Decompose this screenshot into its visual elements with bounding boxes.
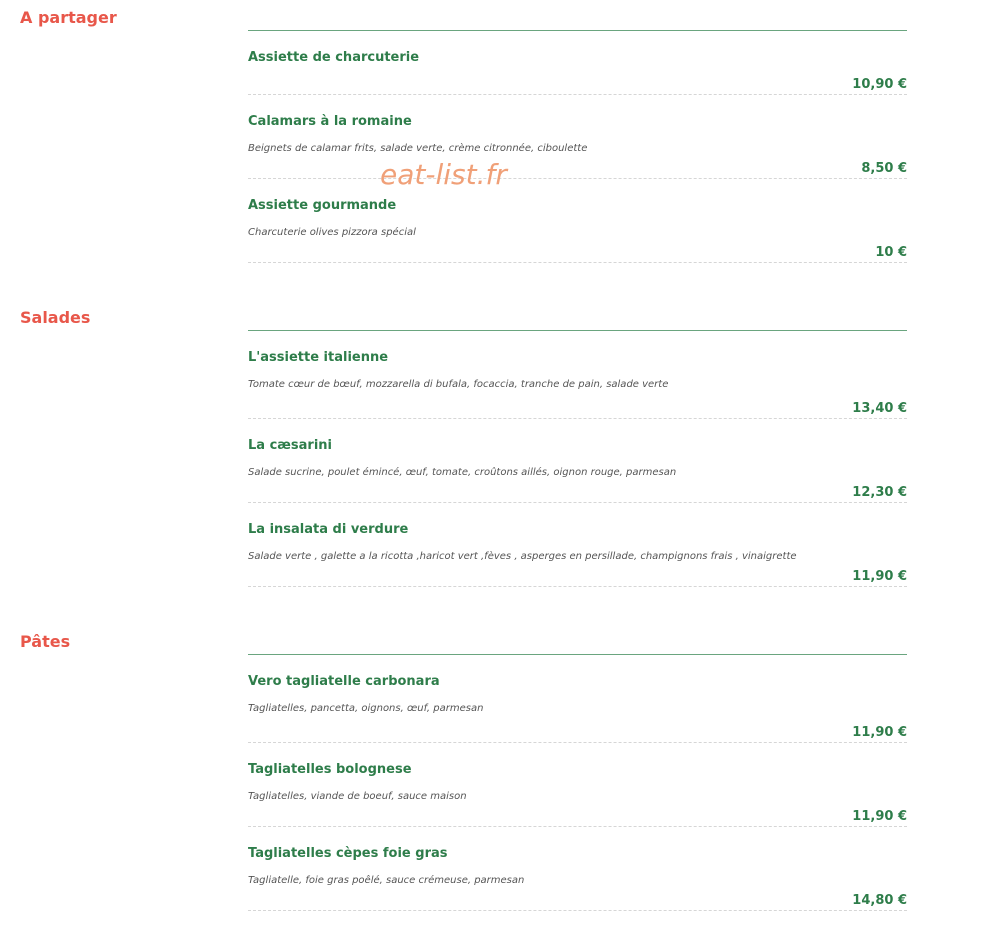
item-description: Tagliatelle, foie gras poêlé, sauce crémeuse, parmesan bbox=[248, 875, 525, 886]
menu-item bbox=[248, 31, 907, 95]
item-name: Calamars à la romaine bbox=[248, 114, 412, 129]
menu-list bbox=[248, 30, 907, 263]
item-description: Tagliatelles, pancetta, oignons, œuf, parmesan bbox=[248, 703, 484, 714]
item-price: 12,30 € bbox=[852, 485, 907, 500]
menu-list bbox=[248, 654, 907, 911]
item-price: 8,50 € bbox=[861, 161, 907, 176]
item-name: Assiette gourmande bbox=[248, 198, 397, 213]
item-name: Tagliatelles bolognese bbox=[248, 762, 412, 777]
watermark: eat-list.fr bbox=[380, 158, 507, 191]
item-name: Assiette de charcuterie bbox=[248, 50, 420, 65]
menu-item bbox=[248, 503, 907, 587]
item-price: 11,90 € bbox=[852, 725, 907, 740]
section-title: Salades bbox=[20, 308, 91, 327]
item-price: 13,40 € bbox=[852, 401, 907, 416]
item-price: 11,90 € bbox=[852, 809, 907, 824]
item-description: Charcuterie olives pizzora spécial bbox=[248, 227, 416, 238]
item-name: Tagliatelles cèpes foie gras bbox=[248, 846, 448, 861]
menu-item bbox=[248, 827, 907, 911]
item-price: 11,90 € bbox=[852, 569, 907, 584]
menu-item bbox=[248, 95, 907, 179]
menu-item bbox=[248, 419, 907, 503]
item-price: 10 € bbox=[875, 245, 907, 260]
item-name: Vero tagliatelle carbonara bbox=[248, 674, 440, 689]
item-name: La insalata di verdure bbox=[248, 522, 409, 537]
item-description: Salade verte , galette a la ricotta ,haricot vert ,fèves , asperges en persillade, champignons frais , vinaigrette bbox=[248, 551, 797, 562]
item-price: 10,90 € bbox=[852, 77, 907, 92]
menu-item bbox=[248, 743, 907, 827]
item-name: La cæsarini bbox=[248, 438, 332, 453]
section-title: Pâtes bbox=[20, 632, 71, 651]
item-price: 14,80 € bbox=[852, 893, 907, 908]
item-description: Tagliatelles, viande de boeuf, sauce maison bbox=[248, 791, 467, 802]
item-description: Salade sucrine, poulet émincé, œuf, tomate, croûtons aillés, oignon rouge, parmesan bbox=[248, 467, 677, 478]
menu-item bbox=[248, 331, 907, 419]
item-description: Beignets de calamar frits, salade verte, crème citronnée, ciboulette bbox=[248, 143, 588, 154]
menu-item bbox=[248, 179, 907, 263]
item-description: Tomate cœur de bœuf, mozzarella di bufala, focaccia, tranche de pain, salade verte bbox=[248, 379, 669, 390]
item-name: L'assiette italienne bbox=[248, 350, 389, 365]
menu-list bbox=[248, 330, 907, 587]
section-title: A partager bbox=[20, 8, 117, 27]
menu-item bbox=[248, 655, 907, 743]
